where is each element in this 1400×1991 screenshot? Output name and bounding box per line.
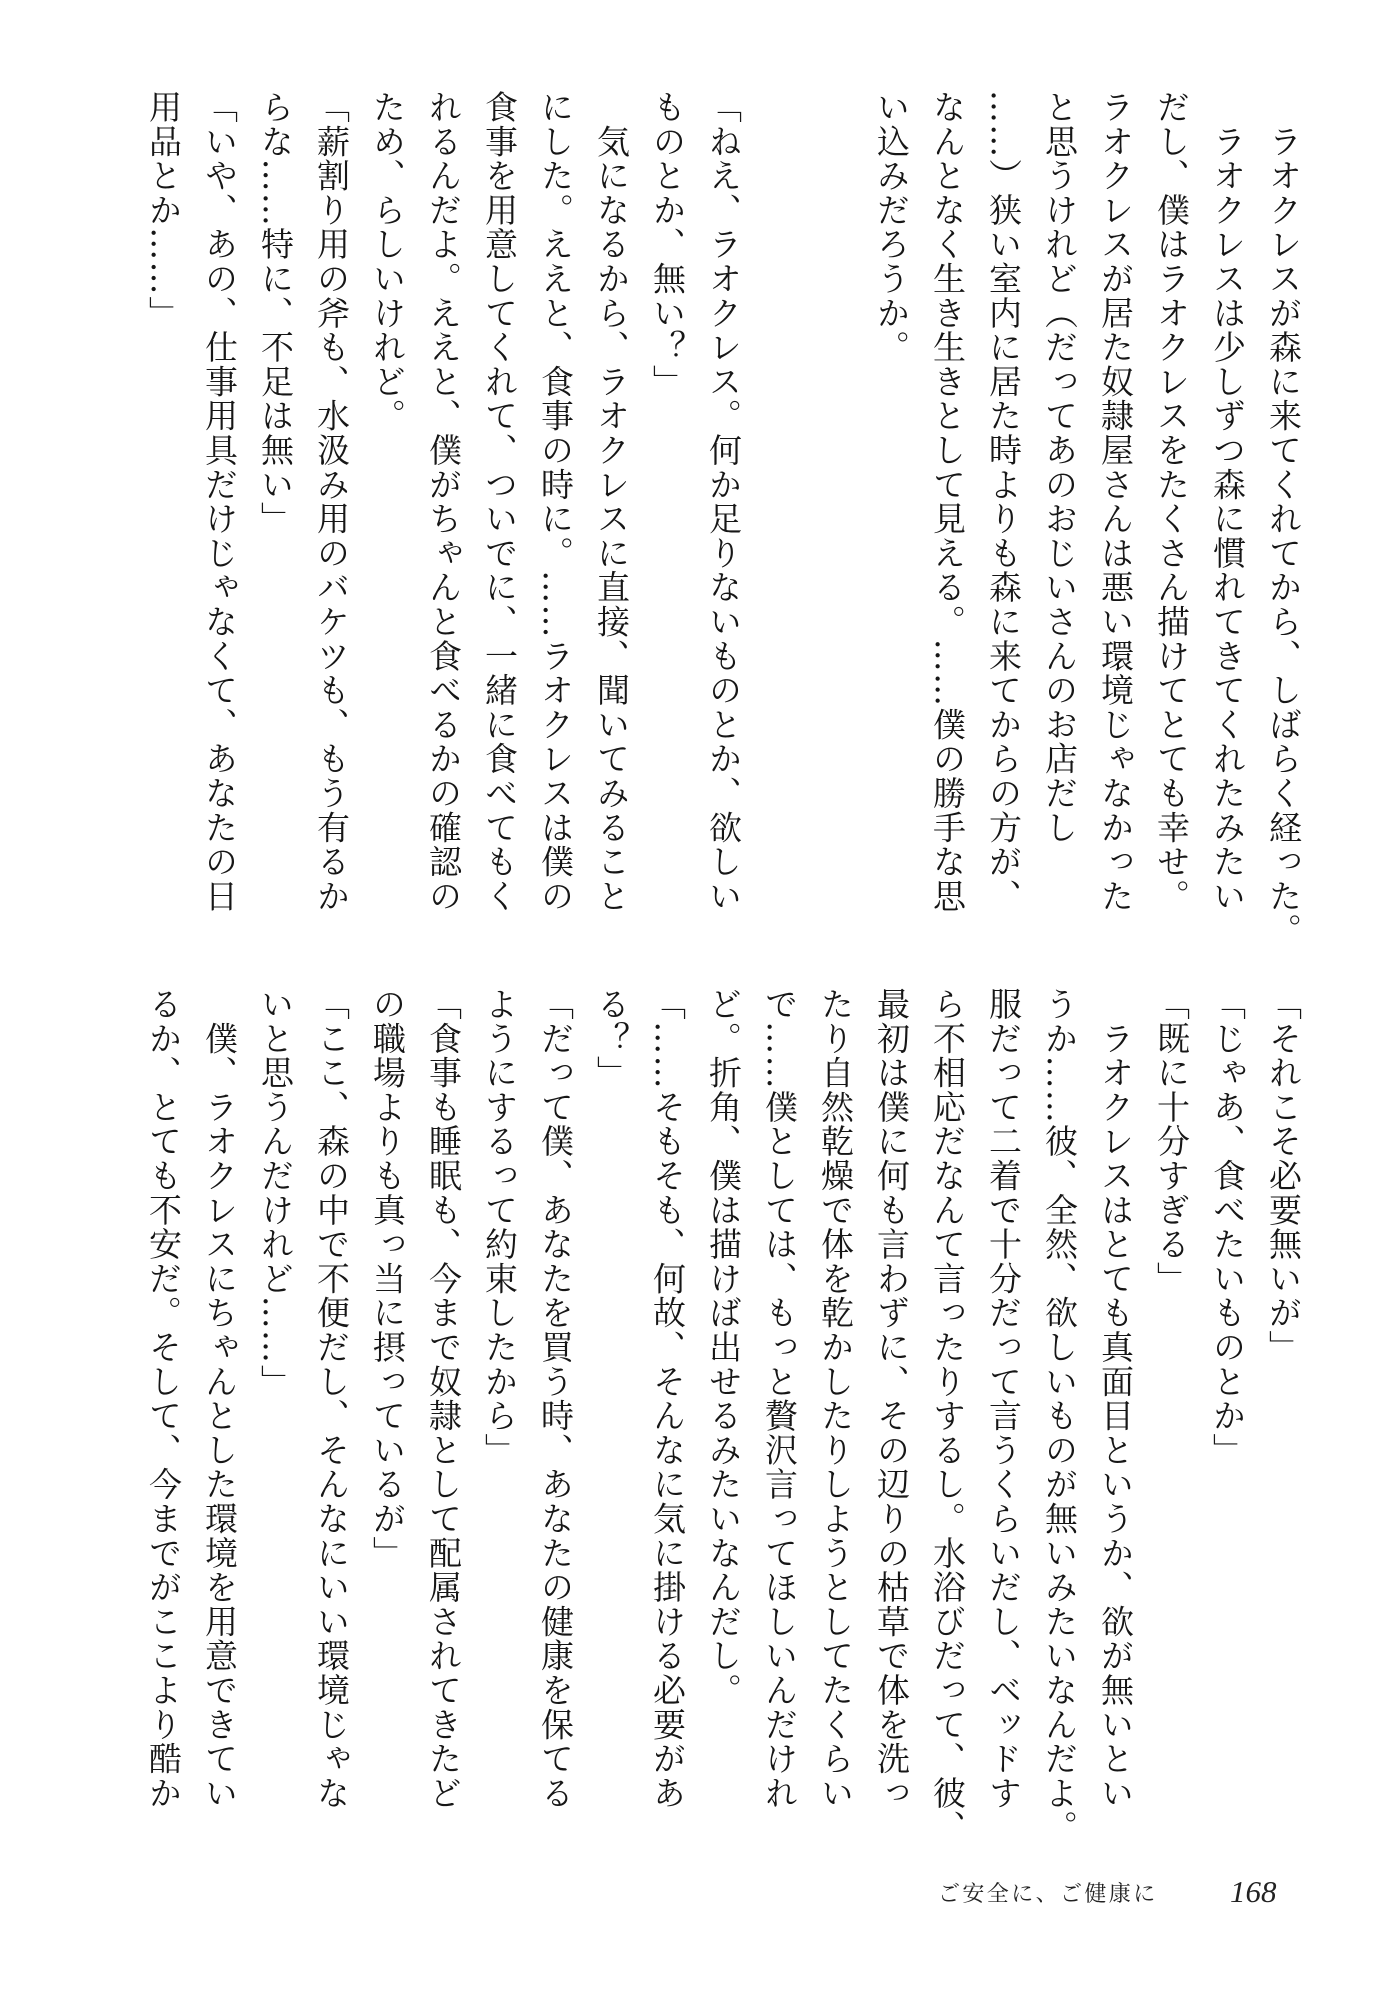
text-column: 「……そもそも、何故、そんなに気に掛ける必要があ xyxy=(648,987,687,1811)
text-column: ラオクレスが居た奴隷屋さんは悪い環境じゃなかった xyxy=(1096,90,1135,914)
text-column: ラオクレスが森に来てくれてから、しばらく経った。 xyxy=(1264,90,1303,948)
text-column: ラオクレスはとても真面目というか、欲が無いとい xyxy=(1096,987,1135,1811)
text-column: うか……彼、全然、欲しいものが無いみたいなんだよ。 xyxy=(1040,987,1079,1845)
text-column: ど。折角、僕は描けば出せるみたいなんだし。 xyxy=(704,987,743,1708)
text-column: ラオクレスは少しずつ森に慣れてきてくれたみたい xyxy=(1208,90,1247,914)
text-column: 気になるから、ラオクレスに直接、聞いてみること xyxy=(592,90,631,914)
text-column: らな……特に、不足は無い」 xyxy=(256,90,295,536)
text-column: れるんだよ。ええと、僕がちゃんと食べるかの確認の xyxy=(424,90,463,914)
text-column: 食事を用意してくれて、ついでに、一緒に食べてもく xyxy=(480,90,519,914)
running-title: ご安全に、ご健康に xyxy=(938,1882,1158,1907)
text-column: だし、僕はラオクレスをたくさん描けてとても幸せ。 xyxy=(1152,90,1191,914)
text-column: 最初は僕に何も言わずに、その辺りの枯草で体を洗っ xyxy=(872,987,911,1811)
text-column: るか、とても不安だ。そして、今までがここより酷か xyxy=(144,987,183,1811)
text-column: い込みだろうか。 xyxy=(872,90,911,365)
upper-text-block xyxy=(0,90,1400,950)
text-column: ようにするって約束したから」 xyxy=(480,987,519,1468)
text-column: にした。ええと、食事の時に。……ラオクレスは僕の xyxy=(536,90,575,914)
lower-text-block xyxy=(0,987,1400,1847)
text-column: 「既に十分すぎる」 xyxy=(1152,987,1191,1296)
text-column: 「それこそ必要無いが」 xyxy=(1264,987,1303,1365)
text-column: の職場よりも真っ当に摂っているが」 xyxy=(368,987,407,1571)
text-column: 僕、ラオクレスにちゃんとした環境を用意できてい xyxy=(200,987,239,1811)
text-column: で……僕としては、もっと贅沢言ってほしいんだけれ xyxy=(760,987,799,1811)
text-column: 服だって二着で十分だって言うくらいだし、ベッドす xyxy=(984,987,1023,1811)
page-number: 168 xyxy=(1230,1874,1277,1909)
text-column: と思うけれど（だってあのおじいさんのお店だし xyxy=(1040,90,1079,845)
text-column: 「いや、あの、仕事用具だけじゃなくて、あなたの日 xyxy=(200,90,239,914)
text-column: ため、らしいけれど。 xyxy=(368,90,407,433)
text-column: 「じゃあ、食べたいものとか」 xyxy=(1208,987,1247,1468)
text-column: たり自然乾燥で体を乾かしたりしようとしてたくらい xyxy=(816,987,855,1811)
text-column: 「ねえ、ラオクレス。何か足りないものとか、欲しい xyxy=(704,90,743,914)
text-column: なんとなく生き生きとして見える。……僕の勝手な思 xyxy=(928,90,967,914)
text-column: ……）狭い室内に居た時よりも森に来てからの方が、 xyxy=(984,90,1023,914)
text-column: 用品とか……」 xyxy=(144,90,183,331)
text-column: ものとか、無い？」 xyxy=(648,90,687,399)
text-column: 「だって僕、あなたを買う時、あなたの健康を保てる xyxy=(536,987,575,1811)
text-column: る？」 xyxy=(592,987,631,1090)
text-column: ら不相応だなんて言ったりするし。水浴びだって、彼、 xyxy=(928,987,967,1845)
text-column: 「ここ、森の中で不便だし、そんなにいい環境じゃな xyxy=(312,987,351,1811)
text-column: 「薪割り用の斧も、水汲み用のバケツも、もう有るか xyxy=(312,90,351,914)
text-column: いと思うんだけれど……」 xyxy=(256,987,295,1399)
text-column: 「食事も睡眠も、今まで奴隷として配属されてきたど xyxy=(424,987,463,1811)
